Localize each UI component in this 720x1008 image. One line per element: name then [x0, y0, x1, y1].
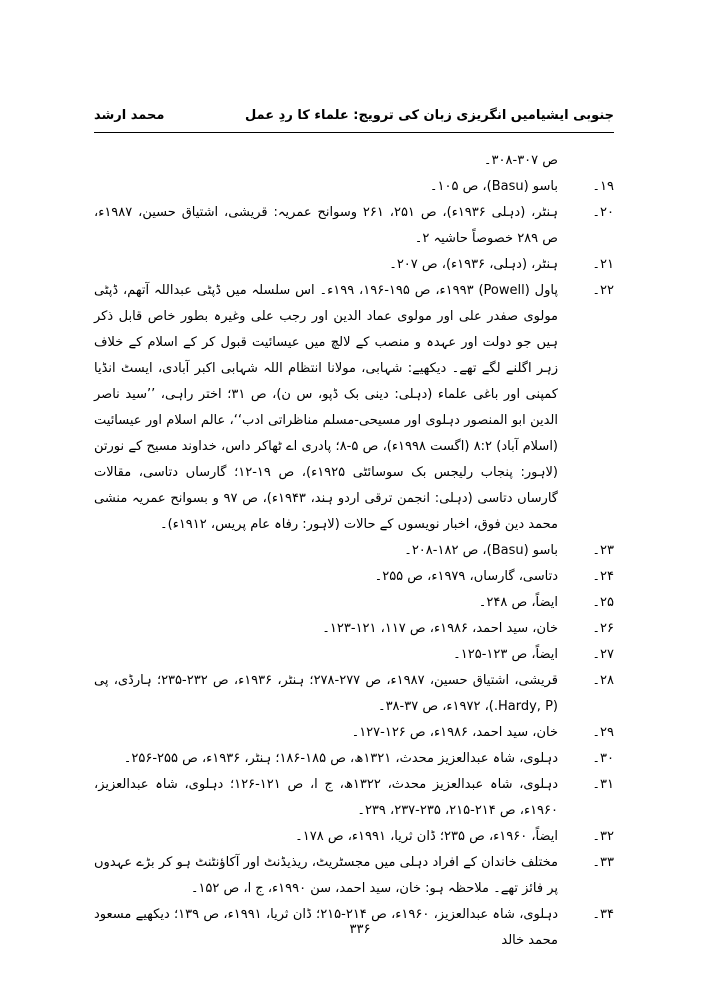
- page-number: ۳۳۶: [349, 922, 371, 937]
- endnote-text: ص ۳۰۷-۳۰۸۔: [483, 153, 558, 168]
- endnote-item: [94, 616, 614, 642]
- endnote-item: [94, 564, 614, 590]
- endnote-number: ۳۰۔: [592, 751, 614, 766]
- endnote-number: ۲۵۔: [592, 595, 614, 610]
- endnote-item: [94, 200, 614, 252]
- endnote-item: [94, 746, 614, 772]
- endnote-number: ۳۳۔: [592, 855, 614, 870]
- endnote-number: ۲۱۔: [592, 257, 614, 272]
- endnote-item: [94, 642, 614, 668]
- header-rule: [94, 132, 614, 133]
- endnote-text: دہلوی، شاہ عبدالعزیز محدث، ۱۳۲۱ھ، ص ۱۸۵-۱۸۶؛ ہنٹر، ۱۹۳۶ء، ص ۲۵۵-۲۵۶۔: [123, 751, 558, 766]
- running-header: [94, 108, 614, 130]
- endnote-text: دتاسی، گارساں، ۱۹۷۹ء، ص ۲۵۵۔: [374, 569, 558, 584]
- endnote-text: دہلوی، شاہ عبدالعزیز، ۱۹۶۰ء، ص ۲۱۴-۲۱۵؛ ڈان ثریا، ۱۹۹۱ء، ص ۱۳۹؛ دیکھیے مسعود محمد خالد: [94, 907, 558, 948]
- endnote-item: [94, 824, 614, 850]
- header-title: جنوبی ایشیامیں انگریزی زبان کی ترویج: علماء کا ردِ عمل: [244, 108, 614, 123]
- endnote-item: [94, 252, 614, 278]
- endnotes-list: [94, 148, 614, 954]
- endnote-number: ۲۷۔: [592, 647, 614, 662]
- endnote-text: باسو (Basu)، ص ۱۰۵۔: [429, 179, 558, 194]
- endnote-number: ۲۶۔: [592, 621, 614, 636]
- endnote-number: ۲۳۔: [592, 543, 614, 558]
- endnote-text: قریشی، اشتیاق حسین، ۱۹۸۷ء، ص ۲۷۷-۲۷۸؛ ہنٹر، ۱۹۳۶ء، ص ۲۳۲-۲۳۵؛ ہارڈی، پی (Hardy, P.)، ۱۹۷۲ء، ص ۳۷-۳۸۔: [94, 673, 558, 714]
- endnote-item: [94, 538, 614, 564]
- endnote-text: ایضاً، ۱۹۶۰ء، ص ۲۳۵؛ ڈان ثریا، ۱۹۹۱ء، ص ۱۷۸۔: [295, 829, 558, 844]
- header-author: محمد ارشد: [94, 108, 165, 123]
- endnote-text: باسو (Basu)، ص ۱۸۲-۲۰۸۔: [404, 543, 558, 558]
- endnote-item: [94, 278, 614, 538]
- endnote-text: ہنٹر، (دہلی، ۱۹۳۶ء)، ص ۲۰۷۔: [389, 257, 558, 272]
- endnote-number: ۲۲۔: [592, 283, 614, 298]
- endnote-item: [94, 668, 614, 720]
- endnote-text: مختلف خاندان کے افراد دہلی میں مجسٹریٹ، ریذیڈنٹ اور آکاؤنٹنٹ ہو کر بڑے عہدوں پر فائز تھے۔ ملاحظہ ہو: خان، سید احمد، سن ۱۹۹۰ء، ج ا، ص ۱۵۲۔: [94, 855, 558, 896]
- endnote-text: پاول (Powell) ۱۹۹۳ء، ص ۱۹۵-۱۹۶، ۱۹۹ء۔ اس سلسلہ میں ڈپٹی عبداللہ آتھم، ڈپٹی مولوی صفدر علی اور مولوی عماد الدین اور رجب علی وغیرہ بطور خاص قابل ذکر ہیں جو دولت اور عہدہ و منصب کے لالچ میں عیسائیت قبول کر کے اسلام کے خلاف زہر اگلنے لگے تھے۔ دیکھیے: شہابی، مولانا انتظام اللہ شہابی اکبر آبادی، ایسٹ انڈیا کمپنی اور باغی علماء (دہلی: دینی بک ڈپو، س ن)، ص ۳۱؛ اختر راہی، ’’سید ناصر الدین ابو المنصور دہلوی اور مسیحی-مسلم مناظراتی ادب‘‘، عالم اسلام اور عیسائیت (اسلام آباد) ۸:۲ (اگست ۱۹۹۸ء)، ص ۵-۸؛ پادری اے ٹھاکر داس، خداوند مسیح کے نورتن (لاہور: پنجاب رلیجس بک سوسائٹی ۱۹۲۵ء)، ص ۱۹-۱۲؛ گارساں دتاسی، مقالات گارساں دتاسی (دہلی: انجمن ترقی اردو ہند، ۱۹۴۳ء)، ص ۹۷ و بسوانح عمریہ منشی محمد دین فوق، اخبار نویسوں کے حالات (لاہور: رفاہ عام پریس، ۱۹۱۲ء)۔: [94, 283, 559, 532]
- endnote-item: [94, 174, 614, 200]
- endnote-item: [94, 720, 614, 746]
- endnote-number: ۲۹۔: [592, 725, 614, 740]
- endnote-item: [94, 148, 614, 174]
- endnote-number: ۱۹۔: [592, 179, 614, 194]
- endnote-number: ۳۲۔: [592, 829, 614, 844]
- endnote-text: دہلوی، شاہ عبدالعزیز محدث، ۱۳۲۲ھ، ج ا، ص ۱۲۱-۱۲۶؛ دہلوی، شاہ عبدالعزیز، ۱۹۶۰ء، ص ۲۱۴-۲۱۵، ۲۳۵-۲۳۷، ۲۳۹۔: [94, 777, 558, 818]
- endnote-item: [94, 772, 614, 824]
- endnote-text: خان، سید احمد، ۱۹۸۶ء، ص ۱۲۶-۱۲۷۔: [351, 725, 558, 740]
- endnote-text: ایضاً، ص ۲۴۸۔: [478, 595, 558, 610]
- endnote-text: ہنٹر، (دہلی ۱۹۳۶ء)، ص ۲۵۱، ۲۶۱ وسوانح عمریہ: قریشی، اشتیاق حسین، ۱۹۸۷ء، ص ۲۸۹ خصوصاً حاشیہ ۲۔: [94, 205, 559, 246]
- endnote-item: [94, 850, 614, 902]
- endnote-number: ۲۴۔: [592, 569, 614, 584]
- endnote-item: [94, 590, 614, 616]
- endnote-number: ۲۸۔: [592, 673, 614, 688]
- endnote-text: ایضاً، ص ۱۲۳-۱۲۵۔: [453, 647, 558, 662]
- endnote-number: ۲۰۔: [592, 205, 614, 220]
- endnote-number: ۳۴۔: [592, 907, 614, 922]
- endnote-text: خان، سید احمد، ۱۹۸۶ء، ص ۱۱۷، ۱۲۱-۱۲۳۔: [322, 621, 558, 636]
- endnote-number: ۳۱۔: [592, 777, 614, 792]
